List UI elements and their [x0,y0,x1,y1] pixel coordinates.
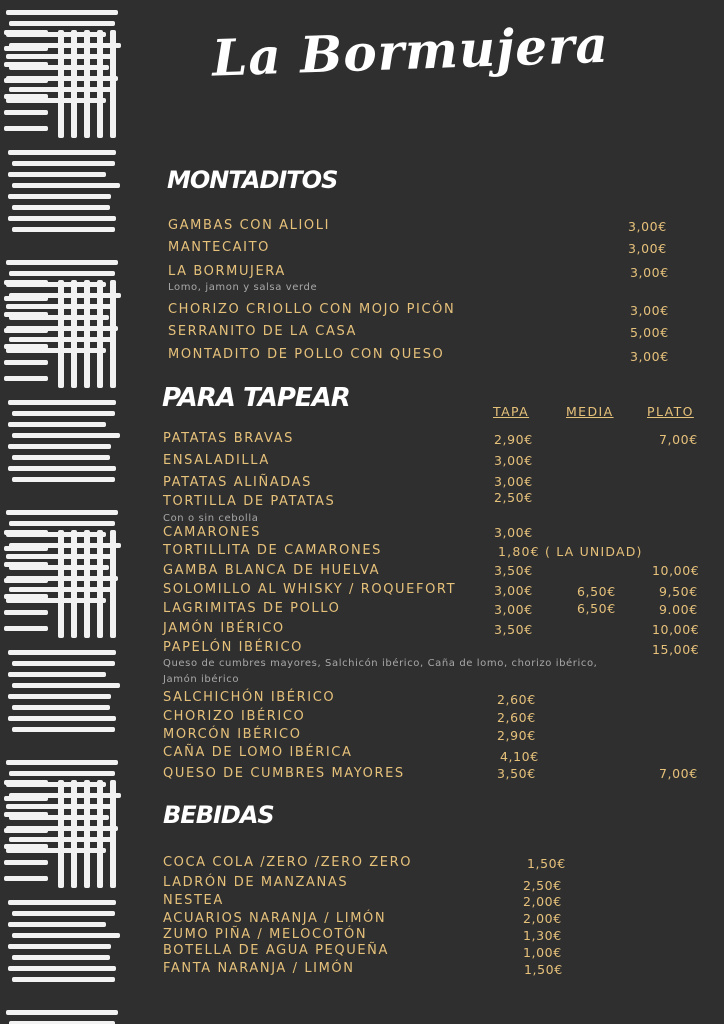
menu-item-price: 3,00€ [628,241,667,256]
menu-item-name: CHORIZO IBÉRICO [163,709,306,724]
menu-item-name: QUESO DE CUMBRES MAYORES [163,766,405,781]
menu-item-price-plato: 10,00€ [652,563,700,578]
menu-item-name: MANTECAITO [168,240,270,255]
menu-item-price: 5,00€ [630,325,669,340]
menu-item-name: GAMBAS CON ALIOLI [168,218,331,233]
menu-item-price-plato: 10,00€ [652,622,700,637]
menu-item-price-media: 6,50€ [577,601,616,616]
menu-item-price-tapa: 2,90€ [497,728,536,743]
menu-item-name: JAMÓN IBÉRICO [163,621,285,636]
menu-item-price: 3,00€ [630,265,669,280]
menu-item-name: LADRÓN DE MANZANAS [163,875,349,890]
menu-item-name: TORTILLITA DE CAMARONES [163,543,383,558]
menu-item-name: CAÑA DE LOMO IBÉRICA [163,745,353,760]
menu-item-price-tapa: 3,00€ [494,525,533,540]
menu-item-name: LA BORMUJERA [168,264,286,279]
menu-item-price-tapa: 2,60€ [497,692,536,707]
menu-item-name: ACUARIOS NARANJA / LIMÓN [163,911,387,926]
menu-item-price: 1,50€ [524,962,563,977]
menu-item-price-tapa: 3,00€ [494,583,533,598]
section-heading-para-tapear: PARA TAPEAR [162,383,350,413]
menu-item-name: PATATAS BRAVAS [163,431,295,446]
menu-item-name: COCA COLA /ZERO /ZERO ZERO [163,855,413,870]
menu-item-price: 2,50€ [523,878,562,893]
menu-item-price-tapa: 1,80€ ( LA UNIDAD) [498,544,643,559]
menu-item-name: SERRANITO DE LA CASA [168,324,358,339]
menu-item-name: MONTADITO DE POLLO CON QUESO [168,347,445,362]
section-heading-montaditos: MONTADITOS [167,166,338,194]
menu-item-price-plato: 15,00€ [652,642,700,657]
menu-item-name: ENSALADILLA [163,453,270,468]
menu-item-price-tapa: 2,90€ [494,432,533,447]
menu-item-name: MORCÓN IBÉRICO [163,727,302,742]
menu-item-price: 2,00€ [523,894,562,909]
menu-item-price: 1,30€ [523,928,562,943]
menu-item-name: CAMARONES [163,525,261,540]
menu-item-name: FANTA NARANJA / LIMÓN [163,961,355,976]
menu-item-price-plato: 7,00€ [659,766,698,781]
menu-item-name: PAPELÓN IBÉRICO [163,640,303,655]
menu-item-name: PATATAS ALIÑADAS [163,475,313,490]
menu-item-description: Queso de cumbres mayores, Salchicón ibérico, Caña de lomo, chorizo ibérico, [163,658,598,669]
menu-item-price-tapa: 2,60€ [497,710,536,725]
menu-item-name: NESTEA [163,893,224,908]
decorative-stripe-pattern [0,0,128,1024]
menu-item-price-tapa: 2,50€ [494,490,533,505]
menu-item-name: CHORIZO CRIOLLO CON MOJO PICÓN [168,302,456,317]
menu-item-price-tapa: 3,00€ [494,453,533,468]
menu-item-price-tapa: 3,50€ [494,622,533,637]
menu-item-price-tapa: 4,10€ [500,749,539,764]
menu-item-name: GAMBA BLANCA DE HUELVA [163,563,381,578]
menu-item-description: Con o sin cebolla [163,513,259,524]
menu-item-price: 1,00€ [523,945,562,960]
restaurant-title: La Bormujera [211,14,610,88]
column-header-tapa: TAPA [493,404,530,419]
column-header-plato: PLATO [647,404,694,419]
menu-item-name: ZUMO PIÑA / MELOCOTÓN [163,927,368,942]
menu-item-price-plato: 9.00€ [659,602,698,617]
menu-item-name: TORTILLA DE PATATAS [163,494,336,509]
menu-item-description: Jamón ibérico [163,674,240,685]
menu-item-price: 3,00€ [630,303,669,318]
menu-item-price-media: 6,50€ [577,584,616,599]
menu-item-price: 3,00€ [628,219,667,234]
menu-item-price-tapa: 3,00€ [494,602,533,617]
menu-item-price-tapa: 3,50€ [494,563,533,578]
menu-item-price: 3,00€ [630,349,669,364]
menu-item-price-plato: 7,00€ [659,432,698,447]
menu-item-name: BOTELLA DE AGUA PEQUEÑA [163,943,389,958]
menu-item-price-tapa: 3,50€ [497,766,536,781]
menu-item-description: Lomo, jamon y salsa verde [168,282,318,293]
menu-item-name: SALCHICHÓN IBÉRICO [163,690,336,705]
menu-item-price: 2,00€ [523,911,562,926]
menu-item-price-tapa: 3,00€ [494,474,533,489]
menu-item-name: LAGRIMITAS DE POLLO [163,601,341,616]
menu-item-price-plato: 9,50€ [659,584,698,599]
section-heading-bebidas: BEBIDAS [163,801,274,829]
menu-item-price: 1,50€ [527,856,566,871]
menu-item-name: SOLOMILLO AL WHISKY / ROQUEFORT [163,582,457,597]
column-header-media: MEDIA [566,404,614,419]
